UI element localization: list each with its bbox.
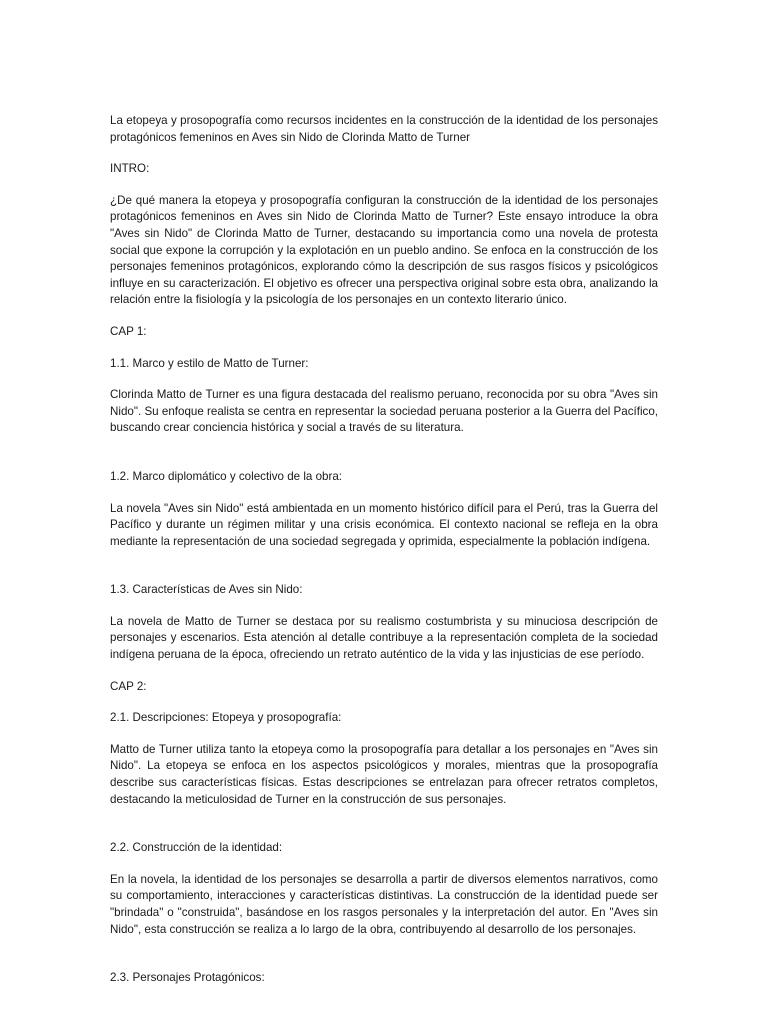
section-2-3-heading: 2.3. Personajes Protagónicos: xyxy=(110,971,265,985)
section-2-1-paragraph: Matto de Turner utiliza tanto la etopeya como la prosopografía para detallar a los personajes en "Aves sin Nido". La etopeya se enfoca en los aspectos psicológicos y morales, mientras que la prosopografía describe sus características físicas. Estas descripciones se entrelazan para ofrecer retratos completos, destacando la meticulosidad de Turner en la construcción de sus personajes. xyxy=(110,742,658,806)
chapter-2-heading: CAP 2: xyxy=(110,679,147,693)
section-1-3-heading: 1.3. Características de Aves sin Nido: xyxy=(110,583,303,597)
chapter-1-heading: CAP 1: xyxy=(110,324,147,338)
section-1-2-paragraph: La novela "Aves sin Nido" está ambientada en un momento histórico difícil para el Perú, tras la Guerra del Pacífico y durante un régimen militar y una crisis económica. El contexto nacional se refleja en la obra mediante la representación de una sociedad segregada y oprimida, especialmente la población indígena. xyxy=(110,501,658,548)
section-1-1-heading: 1.1. Marco y estilo de Matto de Turner: xyxy=(110,356,309,370)
document-title: La etopeya y prosopografía como recursos incidentes en la construcción de la identidad de los personajes protagónicos femeninos en Aves sin Nido de Clorinda Matto de Turner xyxy=(110,114,658,144)
document-body xyxy=(110,113,658,1002)
section-1-1-paragraph: Clorinda Matto de Turner es una figura destacada del realismo peruano, reconocida por su obra "Aves sin Nido". Su enfoque realista se centra en representar la sociedad peruana posterior a la Guerra del Pacífico, buscando crear conciencia histórica y social a través de su literatura. xyxy=(110,388,658,435)
section-2-1-heading: 2.1. Descripciones: Etopeya y prosopografía: xyxy=(110,711,342,725)
intro-heading: INTRO: xyxy=(110,162,150,176)
section-1-3-paragraph: La novela de Matto de Turner se destaca por su realismo costumbrista y su minuciosa descripción de personajes y escenarios. Esta atención al detalle contribuye a la representación completa de la sociedad indígena peruana de la época, ofreciendo un retrato auténtico de la vida y las injusticias de ese período. xyxy=(110,614,658,662)
intro-paragraph: ¿De qué manera la etopeya y prosopografía configuran la construcción de la identidad de los personajes protagónicos femeninos en Aves sin Nido de Clorinda Matto de Turner? Este ensayo introduce la obra "Aves sin Nido" de Clorinda Matto de Turner, destacando su importancia como una novela de protesta social que expone la corrupción y la explotación en un pueblo andino. Se enfoca en la construcción de los personajes femeninos protagónicos, explorando cómo la descripción de sus rasgos físicos y psicológicos influye en su caracterización. El objetivo es ofrecer una perspectiva original sobre esta obra, analizando la relación entre la fisiología y la psicología de los personajes en un contexto literario único. xyxy=(110,193,658,307)
section-1-2-heading: 1.2. Marco diplomático y colectivo de la obra: xyxy=(110,469,342,483)
section-2-2-heading: 2.2. Construcción de la identidad: xyxy=(110,841,283,855)
section-2-2-paragraph: En la novela, la identidad de los personajes se desarrolla a partir de diversos elementos narrativos, como su comportamiento, interacciones y características distintivas. La construcción de la identidad puede ser "brindada" o "construida", basándose en los rasgos personales y la interpretación del autor. En "Aves sin Nido", esta construcción se realiza a lo largo de la obra, contribuyendo al desarrollo de los personajes. xyxy=(110,872,658,936)
